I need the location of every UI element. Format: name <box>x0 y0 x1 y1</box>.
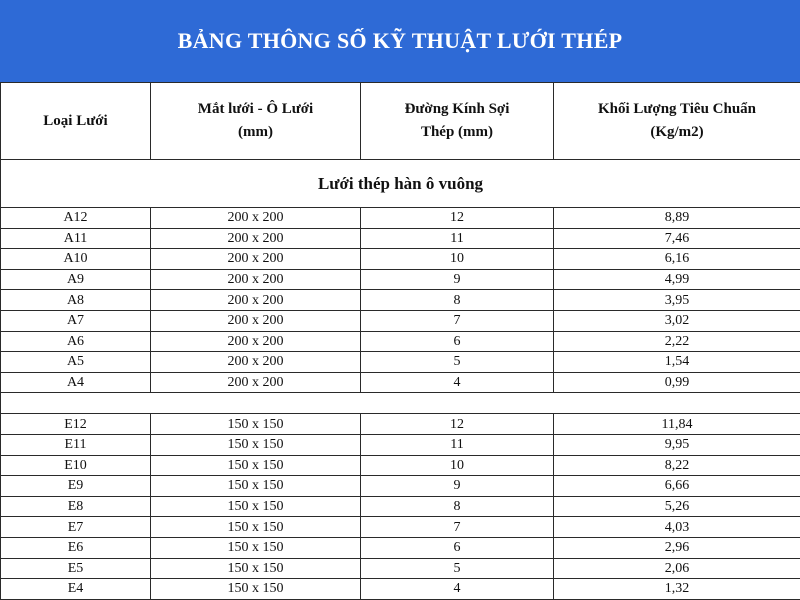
cell-diameter: 9 <box>361 269 554 290</box>
cell-diameter: 8 <box>361 290 554 311</box>
cell-mesh: 200 x 200 <box>151 352 361 373</box>
cell-weight: 2,06 <box>554 558 800 579</box>
cell-mesh: 200 x 200 <box>151 269 361 290</box>
cell-mesh: 200 x 200 <box>151 290 361 311</box>
table-row <box>1 249 800 270</box>
table-row <box>1 414 800 435</box>
table-row <box>1 579 800 600</box>
table-row <box>1 434 800 455</box>
cell-type: E11 <box>1 434 151 455</box>
cell-type: E5 <box>1 558 151 579</box>
cell-type: E10 <box>1 455 151 476</box>
cell-type: A5 <box>1 352 151 373</box>
cell-weight: 4,03 <box>554 517 800 538</box>
cell-mesh: 200 x 200 <box>151 249 361 270</box>
cell-type: A8 <box>1 290 151 311</box>
cell-mesh: 150 x 150 <box>151 517 361 538</box>
cell-type: A7 <box>1 310 151 331</box>
cell-diameter: 10 <box>361 249 554 270</box>
header-type <box>1 83 151 160</box>
cell-type: A12 <box>1 208 151 229</box>
table-body <box>1 160 800 600</box>
cell-weight: 6,66 <box>554 476 800 497</box>
cell-diameter: 4 <box>361 372 554 393</box>
cell-mesh: 150 x 150 <box>151 558 361 579</box>
cell-type: E9 <box>1 476 151 497</box>
cell-type: A6 <box>1 331 151 352</box>
spec-table <box>0 82 800 600</box>
table-row <box>1 496 800 517</box>
title-bar <box>0 0 800 82</box>
page-title: BẢNG THÔNG SỐ KỸ THUẬT LƯỚI THÉP <box>177 28 623 53</box>
cell-weight: 3,95 <box>554 290 800 311</box>
cell-type: E7 <box>1 517 151 538</box>
cell-mesh: 200 x 200 <box>151 331 361 352</box>
cell-weight: 8,89 <box>554 208 800 229</box>
cell-type: E4 <box>1 579 151 600</box>
cell-type: A10 <box>1 249 151 270</box>
header-row <box>1 83 800 160</box>
cell-diameter: 5 <box>361 352 554 373</box>
cell-diameter: 6 <box>361 537 554 558</box>
cell-diameter: 11 <box>361 228 554 249</box>
cell-mesh: 150 x 150 <box>151 496 361 517</box>
cell-weight: 2,96 <box>554 537 800 558</box>
cell-weight: 1,32 <box>554 579 800 600</box>
header-weight-line2: (Kg/m2) <box>650 124 704 140</box>
header-diameter <box>361 83 554 160</box>
header-diameter-line1: Đường Kính Sợi <box>404 101 510 117</box>
cell-type: E6 <box>1 537 151 558</box>
cell-diameter: 12 <box>361 414 554 435</box>
table-row <box>1 517 800 538</box>
cell-type: A11 <box>1 228 151 249</box>
cell-diameter: 8 <box>361 496 554 517</box>
cell-diameter: 5 <box>361 558 554 579</box>
table-row <box>1 208 800 229</box>
header-mesh-line1: Mắt lưới - Ô Lưới <box>197 101 314 117</box>
cell-weight: 5,26 <box>554 496 800 517</box>
cell-mesh: 200 x 200 <box>151 208 361 229</box>
header-diameter-line2: Thép (mm) <box>420 124 494 140</box>
cell-mesh: 150 x 150 <box>151 476 361 497</box>
table-row <box>1 558 800 579</box>
cell-diameter: 7 <box>361 310 554 331</box>
cell-type: A9 <box>1 269 151 290</box>
cell-weight: 6,16 <box>554 249 800 270</box>
header-weight-line1: Khối Lượng Tiêu Chuẩn <box>597 101 757 117</box>
cell-mesh: 150 x 150 <box>151 414 361 435</box>
cell-weight: 2,22 <box>554 331 800 352</box>
cell-mesh: 150 x 150 <box>151 537 361 558</box>
table-row <box>1 331 800 352</box>
table-row <box>1 352 800 373</box>
cell-weight: 8,22 <box>554 455 800 476</box>
cell-weight: 4,99 <box>554 269 800 290</box>
table-row <box>1 310 800 331</box>
section-row <box>1 160 800 208</box>
cell-weight: 3,02 <box>554 310 800 331</box>
table-row <box>1 228 800 249</box>
cell-type: E8 <box>1 496 151 517</box>
header-weight <box>554 83 800 160</box>
table-row <box>1 537 800 558</box>
table-row <box>1 455 800 476</box>
header-mesh <box>151 83 361 160</box>
cell-type: E12 <box>1 414 151 435</box>
cell-mesh: 150 x 150 <box>151 434 361 455</box>
cell-diameter: 4 <box>361 579 554 600</box>
cell-mesh: 200 x 200 <box>151 372 361 393</box>
cell-diameter: 9 <box>361 476 554 497</box>
cell-diameter: 11 <box>361 434 554 455</box>
header-type-text: Loại Lưới <box>43 112 108 129</box>
cell-diameter: 12 <box>361 208 554 229</box>
cell-type: A4 <box>1 372 151 393</box>
group-separator <box>1 393 800 414</box>
cell-diameter: 10 <box>361 455 554 476</box>
table-row <box>1 269 800 290</box>
cell-weight: 0,99 <box>554 372 800 393</box>
cell-diameter: 7 <box>361 517 554 538</box>
header-mesh-line2: (mm) <box>238 124 273 140</box>
cell-mesh: 200 x 200 <box>151 228 361 249</box>
table-row <box>1 476 800 497</box>
group-separator-row <box>1 393 800 414</box>
table-row <box>1 372 800 393</box>
cell-mesh: 150 x 150 <box>151 455 361 476</box>
cell-mesh: 200 x 200 <box>151 310 361 331</box>
cell-weight: 7,46 <box>554 228 800 249</box>
section-title: Lưới thép hàn ô vuông <box>1 160 800 208</box>
cell-weight: 1,54 <box>554 352 800 373</box>
table-row <box>1 290 800 311</box>
cell-diameter: 6 <box>361 331 554 352</box>
cell-mesh: 150 x 150 <box>151 579 361 600</box>
cell-weight: 9,95 <box>554 434 800 455</box>
cell-weight: 11,84 <box>554 414 800 435</box>
